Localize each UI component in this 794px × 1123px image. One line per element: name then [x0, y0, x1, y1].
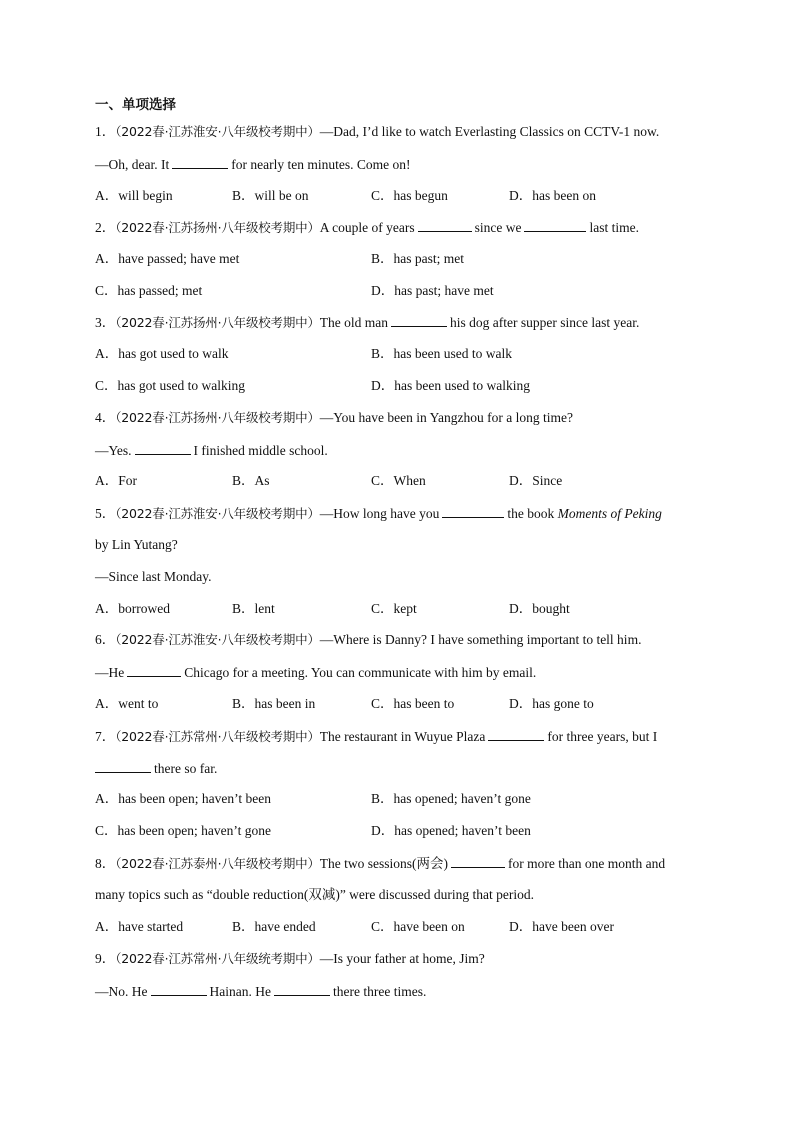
option-a: A．For	[95, 473, 138, 488]
option-b: B．will be on	[232, 188, 309, 203]
question-number: 9．	[95, 951, 116, 966]
question-9-line-2	[95, 982, 426, 1000]
question-text: there three times.	[332, 984, 427, 999]
question-6-line-2	[95, 663, 536, 681]
option-d: D．have been over	[509, 919, 614, 934]
question-7-line-2	[95, 759, 217, 777]
question-source: （2022春·江苏淮安·八年级校考期中）	[115, 124, 320, 139]
question-number: 8．	[95, 856, 116, 871]
option-c: C．has got used to walking	[95, 378, 245, 393]
answer-blank	[151, 982, 207, 996]
question-7	[95, 727, 657, 745]
question-source: （2022春·江苏常州·八年级校考期中）	[115, 729, 320, 744]
option-d: D．has past; have met	[371, 283, 494, 298]
question-text: the book	[507, 506, 555, 521]
question-text: —How long have you	[319, 506, 440, 521]
option-b: B．have ended	[232, 919, 316, 934]
answer-blank	[135, 441, 191, 455]
question-text: Chicago for a meeting. You can communicate with him by email.	[184, 665, 537, 680]
answer-blank	[488, 727, 544, 741]
option-c: C．has been open; haven’t gone	[95, 823, 271, 838]
question-5-line-3: —Since last Monday.	[95, 569, 212, 584]
question-number: 1．	[95, 124, 116, 139]
question-text: —Oh, dear. It	[95, 157, 170, 172]
answer-blank	[451, 854, 505, 868]
question-4-line-2	[95, 441, 328, 459]
question-text: The restaurant in Wuyue Plaza	[319, 729, 486, 744]
option-c: C．has begun	[371, 188, 448, 203]
question-text: —Yes.	[95, 443, 132, 458]
question-text: —No. He	[95, 984, 148, 999]
option-a: A．have started	[95, 919, 184, 934]
answer-blank	[127, 663, 181, 677]
answer-blank	[391, 313, 447, 327]
option-d: D．has opened; haven’t been	[371, 823, 531, 838]
question-text: —Where is Danny? I have something important to tell him.	[319, 632, 642, 647]
question-text: for more than one month and	[508, 856, 666, 871]
option-d: D．has gone to	[509, 696, 594, 711]
answer-blank	[274, 982, 330, 996]
book-title: Moments of Peking	[557, 506, 662, 521]
question-text: his dog after supper since last year.	[450, 315, 640, 330]
question-source: （2022春·江苏淮安·八年级校考期中）	[115, 632, 320, 647]
option-b: B．has been in	[232, 696, 316, 711]
question-number: 3．	[95, 315, 116, 330]
option-c: C．kept	[371, 601, 417, 616]
question-9	[95, 950, 485, 968]
question-source: （2022春·江苏淮安·八年级校考期中）	[115, 506, 320, 521]
option-b: B．As	[232, 473, 270, 488]
question-5-line-2: by Lin Yutang?	[95, 537, 178, 552]
question-1-line-2	[95, 155, 410, 173]
option-c: C．has passed; met	[95, 283, 203, 298]
question-2	[95, 218, 639, 236]
question-number: 4．	[95, 410, 116, 425]
answer-blank	[524, 218, 586, 232]
answer-blank	[95, 759, 151, 773]
question-text: A couple of years	[319, 220, 415, 235]
option-c: C．have been on	[371, 919, 465, 934]
option-a: A．have passed; have met	[95, 251, 240, 266]
answer-blank	[172, 155, 228, 169]
option-a: A．will begin	[95, 188, 173, 203]
option-c: C．When	[371, 473, 426, 488]
question-number: 2．	[95, 220, 116, 235]
question-text: The two sessions(两会)	[319, 856, 449, 871]
question-text: I finished middle school.	[193, 443, 328, 458]
question-3	[95, 313, 639, 331]
question-number: 6．	[95, 632, 116, 647]
question-text: for nearly ten minutes. Come on!	[231, 157, 411, 172]
question-source: （2022春·江苏扬州·八年级校考期中）	[115, 410, 320, 425]
answer-blank	[442, 504, 504, 518]
question-text: —Dad, I’d like to watch Everlasting Classics on CCTV-1 now.	[319, 124, 660, 139]
question-source: （2022春·江苏扬州·八年级校考期中）	[115, 315, 320, 330]
question-1	[95, 123, 659, 141]
option-c: C．has been to	[371, 696, 455, 711]
question-text: The old man	[319, 315, 388, 330]
option-b: B．lent	[232, 601, 275, 616]
option-d: D．has been used to walking	[371, 378, 530, 393]
option-d: D．bought	[509, 601, 570, 616]
question-8-line-2: many topics such as “double reduction(双减)” were discussed during that period.	[95, 887, 535, 902]
option-d: D．Since	[509, 473, 563, 488]
option-b: B．has been used to walk	[371, 346, 512, 361]
answer-blank	[418, 218, 472, 232]
question-text: since we	[474, 220, 522, 235]
option-a: A．has got used to walk	[95, 346, 229, 361]
question-number: 7．	[95, 729, 116, 744]
question-source: （2022春·江苏常州·八年级统考期中）	[115, 951, 320, 966]
question-source: （2022春·江苏扬州·八年级校考期中）	[115, 220, 320, 235]
question-4	[95, 409, 573, 427]
question-8	[95, 854, 665, 872]
question-text: —Is your father at home, Jim?	[319, 951, 485, 966]
question-text: Hainan. He	[209, 984, 271, 999]
option-b: B．has past; met	[371, 251, 464, 266]
question-6	[95, 631, 641, 649]
option-b: B．has opened; haven’t gone	[371, 791, 531, 806]
option-d: D．has been on	[509, 188, 596, 203]
question-text: for three years, but I	[547, 729, 658, 744]
question-text: last time.	[589, 220, 639, 235]
question-text: —You have been in Yangzhou for a long time?	[319, 410, 573, 425]
question-source: （2022春·江苏泰州·八年级校考期中）	[115, 856, 320, 871]
option-a: A．went to	[95, 696, 159, 711]
question-number: 5．	[95, 506, 116, 521]
question-text: —He	[95, 665, 125, 680]
section-title: 一、单项选择	[95, 97, 176, 113]
question-5	[95, 504, 662, 522]
option-a: A．borrowed	[95, 601, 170, 616]
option-a: A．has been open; haven’t been	[95, 791, 271, 806]
question-text: there so far.	[154, 761, 218, 776]
